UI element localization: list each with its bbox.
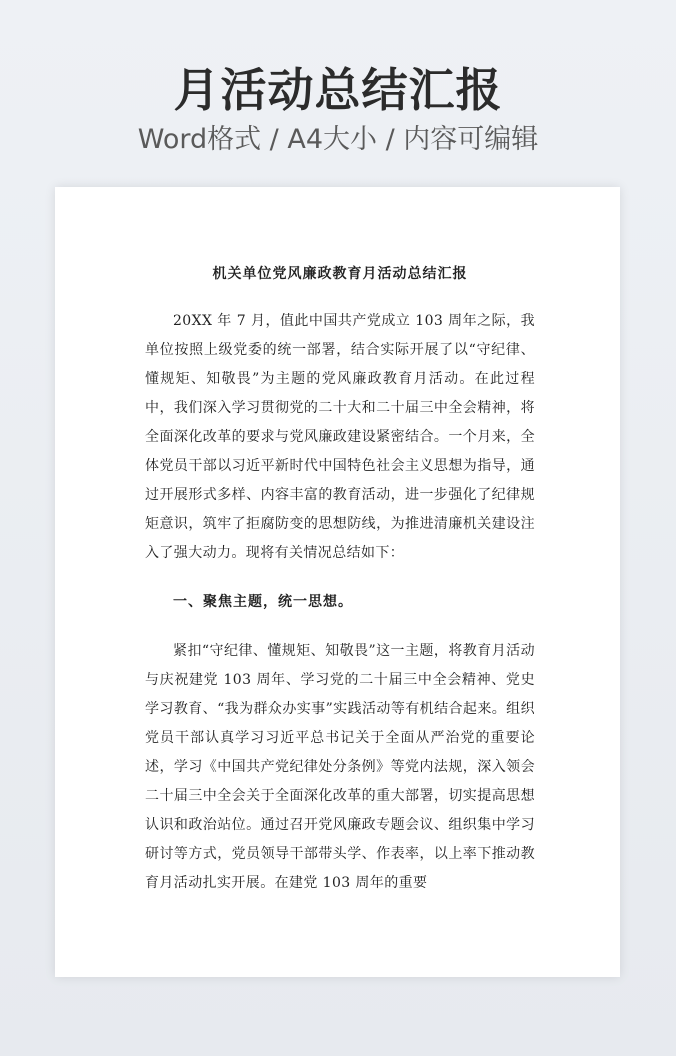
document-page [55,187,620,977]
document-body [145,263,535,898]
section-heading: 一、聚焦主题，统一思想。 [173,594,353,610]
cover-header [0,60,676,158]
intro-paragraph: 20XX 年 7 月，值此中国共产党成立 103 周年之际，我单位按照上级党委的统一部署，结合实际开展了以“守纪律、懂规矩、知敬畏”为主题的党风廉政教育月活动。在此过程中，我们深入学习贯彻党的二十大和二十届三中全会精神，将全面深化改革的要求与党风廉政建设紧密结合。一个月来，全体党员干部以习近平新时代中国特色社会主义思想为指导，通过开展形式多样、内容丰富的教育活动，进一步强化了纪律规矩意识，筑牢了拒腐防变的思想防线，为推进清廉机关建设注入了强大动力。现将有关情况总结如下： [145,313,535,561]
document-title: 机关单位党风廉政教育月活动总结汇报 [212,266,468,282]
section-paragraph: 紧扣“守纪律、懂规矩、知敬畏”这一主题，将教育月活动与庆祝建党 103 周年、学习党的二十届三中全会精神、党史学习教育、“我为群众办实事”实践活动等有机结合起来。组织党员干部认真学习习近平总书记关于全面从严治党的重要论述，学习《中国共产党纪律处分条例》等党内法规，深入领会二十届三中全会关于全面深化改革的重大部署，切实提高思想认识和政治站位。通过召开党风廉政专题会议、组织集中学习研讨等方式，党员领导干部带头学、作表率，以上率下推动教育月活动扎实开展。在建党 103 周年的重要 [145,643,535,891]
cover-subtitle: Word格式 / A4大小 / 内容可编辑 [137,124,539,155]
cover-title: 月活动总结汇报 [173,63,503,117]
